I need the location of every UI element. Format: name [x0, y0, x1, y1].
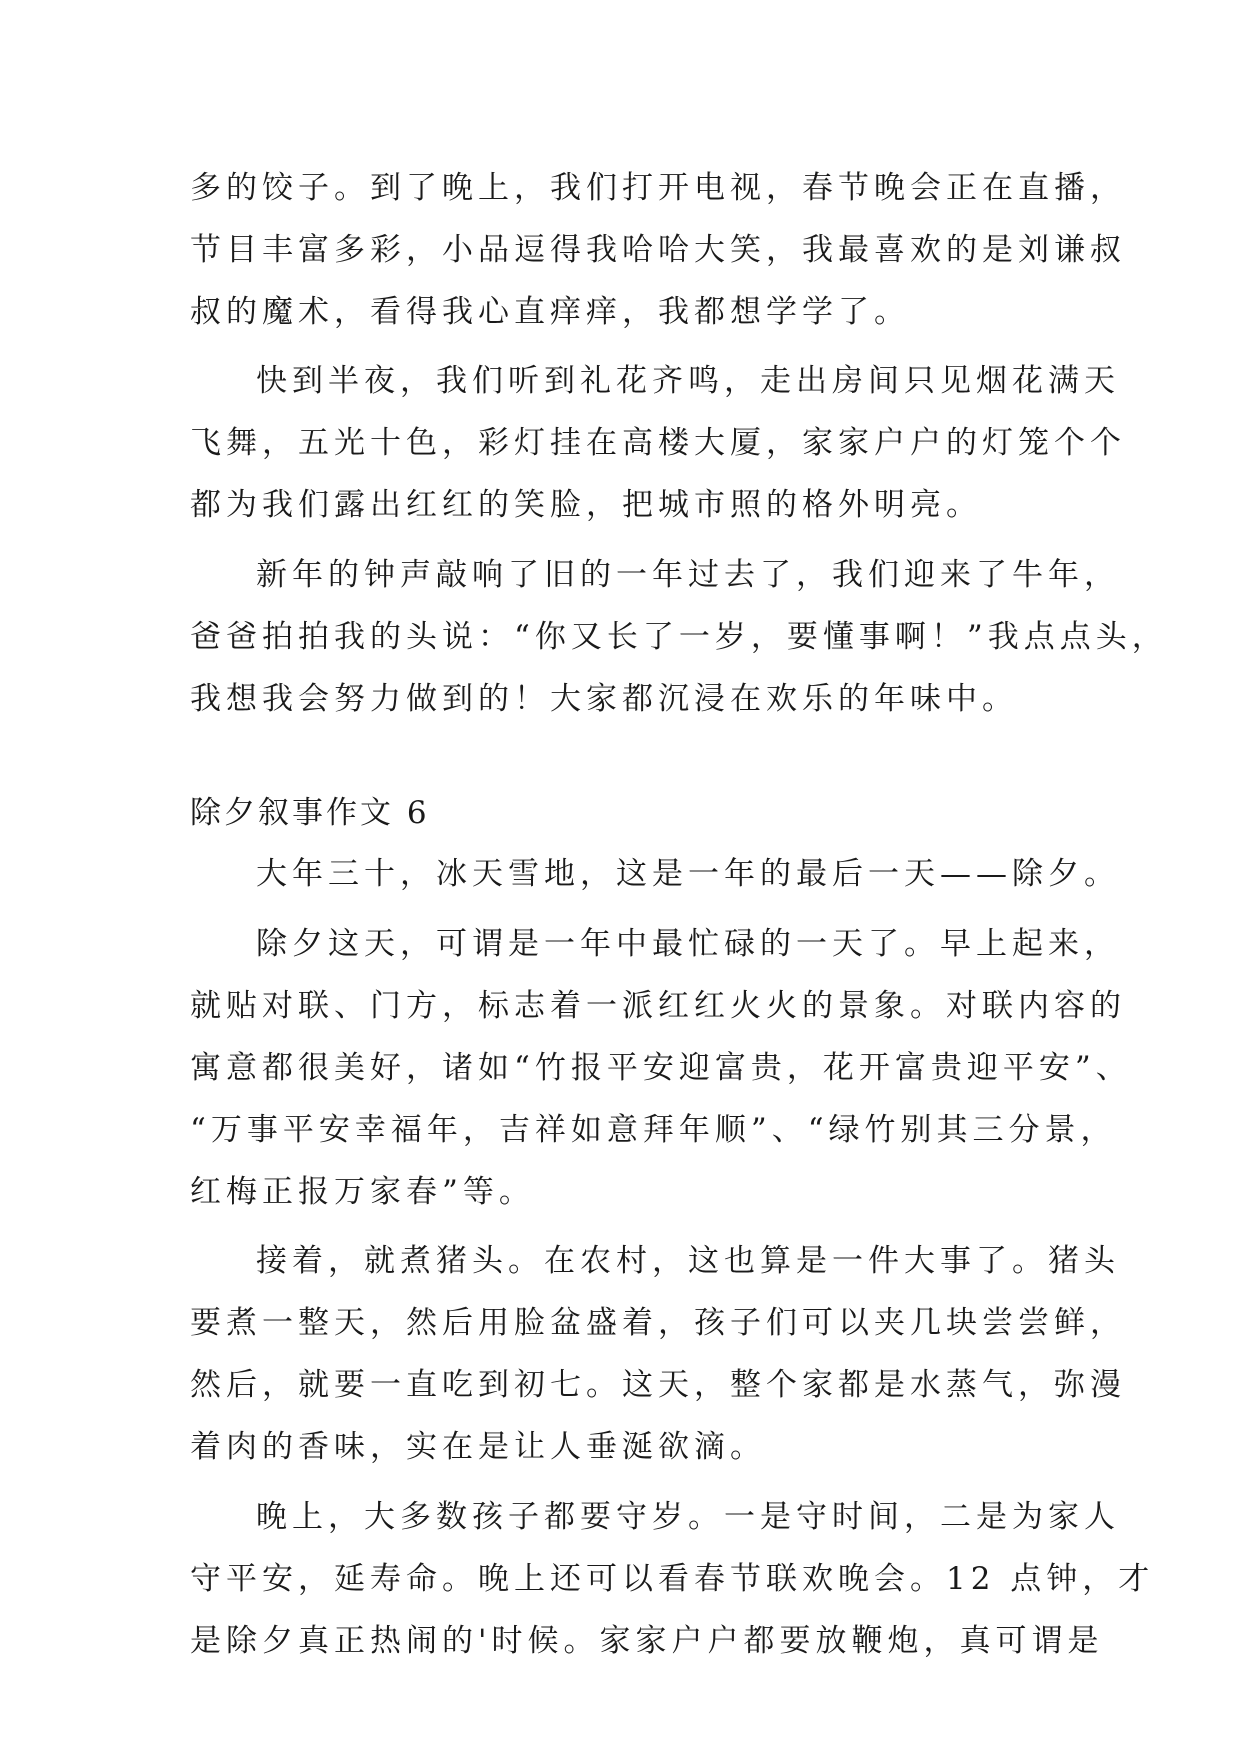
paragraph-line: 叔的魔术，看得我心直痒痒，我都想学学了。	[190, 294, 910, 330]
paragraph-line: 都为我们露出红红的笑脸，把城市照的格外明亮。	[190, 487, 982, 523]
section-title: 除夕叙事作文 6	[190, 795, 430, 831]
paragraph-line: 寓意都很美好，诸如“竹报平安迎富贵，花开富贵迎平安”、	[190, 1050, 1132, 1086]
paragraph-line: 红梅正报万家春”等。	[190, 1174, 535, 1210]
paragraph-line: 新年的钟声敲响了旧的一年过去了，我们迎来了牛年，	[256, 557, 1120, 593]
paragraph-line: 爸爸拍拍我的头说：“你又长了一岁，要懂事啊！”我点点头，	[190, 619, 1168, 655]
paragraph-line: 我想我会努力做到的！大家都沉浸在欢乐的年味中。	[190, 681, 1018, 717]
paragraph-line: 除夕这天，可谓是一年中最忙碌的一天了。早上起来，	[256, 926, 1120, 962]
paragraph-line: 要煮一整天，然后用脸盆盛着，孩子们可以夹几块尝尝鲜，	[190, 1305, 1126, 1341]
paragraph-line: “万事平安幸福年，吉祥如意拜年顺”、“绿竹别其三分景，	[190, 1112, 1117, 1148]
paragraph-line: 然后，就要一直吃到初七。这天，整个家都是水蒸气，弥漫	[190, 1367, 1126, 1403]
paragraph-line: 守平安，延寿命。晚上还可以看春节联欢晚会。12 点钟，才	[190, 1561, 1155, 1597]
paragraph-line: 大年三十，冰天雪地，这是一年的最后一天——除夕。	[256, 856, 1120, 892]
paragraph-line: 节目丰富多彩，小品逗得我哈哈大笑，我最喜欢的是刘谦叔	[190, 232, 1126, 268]
paragraph-line: 飞舞，五光十色，彩灯挂在高楼大厦，家家户户的灯笼个个	[190, 425, 1126, 461]
paragraph-line: 接着，就煮猪头。在农村，这也算是一件大事了。猪头	[256, 1243, 1120, 1279]
paragraph-line: 是除夕真正热闹的'时候。家家户户都要放鞭炮，真可谓是	[190, 1623, 1104, 1659]
paragraph-line: 多的饺子。到了晚上，我们打开电视，春节晚会正在直播，	[190, 170, 1126, 206]
paragraph-line: 就贴对联、门方，标志着一派红红火火的景象。对联内容的	[190, 988, 1126, 1024]
paragraph-line: 晚上，大多数孩子都要守岁。一是守时间，二是为家人	[256, 1499, 1120, 1535]
paragraph-line: 着肉的香味，实在是让人垂涎欲滴。	[190, 1429, 766, 1465]
paragraph-line: 快到半夜，我们听到礼花齐鸣，走出房间只见烟花满天	[256, 363, 1120, 399]
